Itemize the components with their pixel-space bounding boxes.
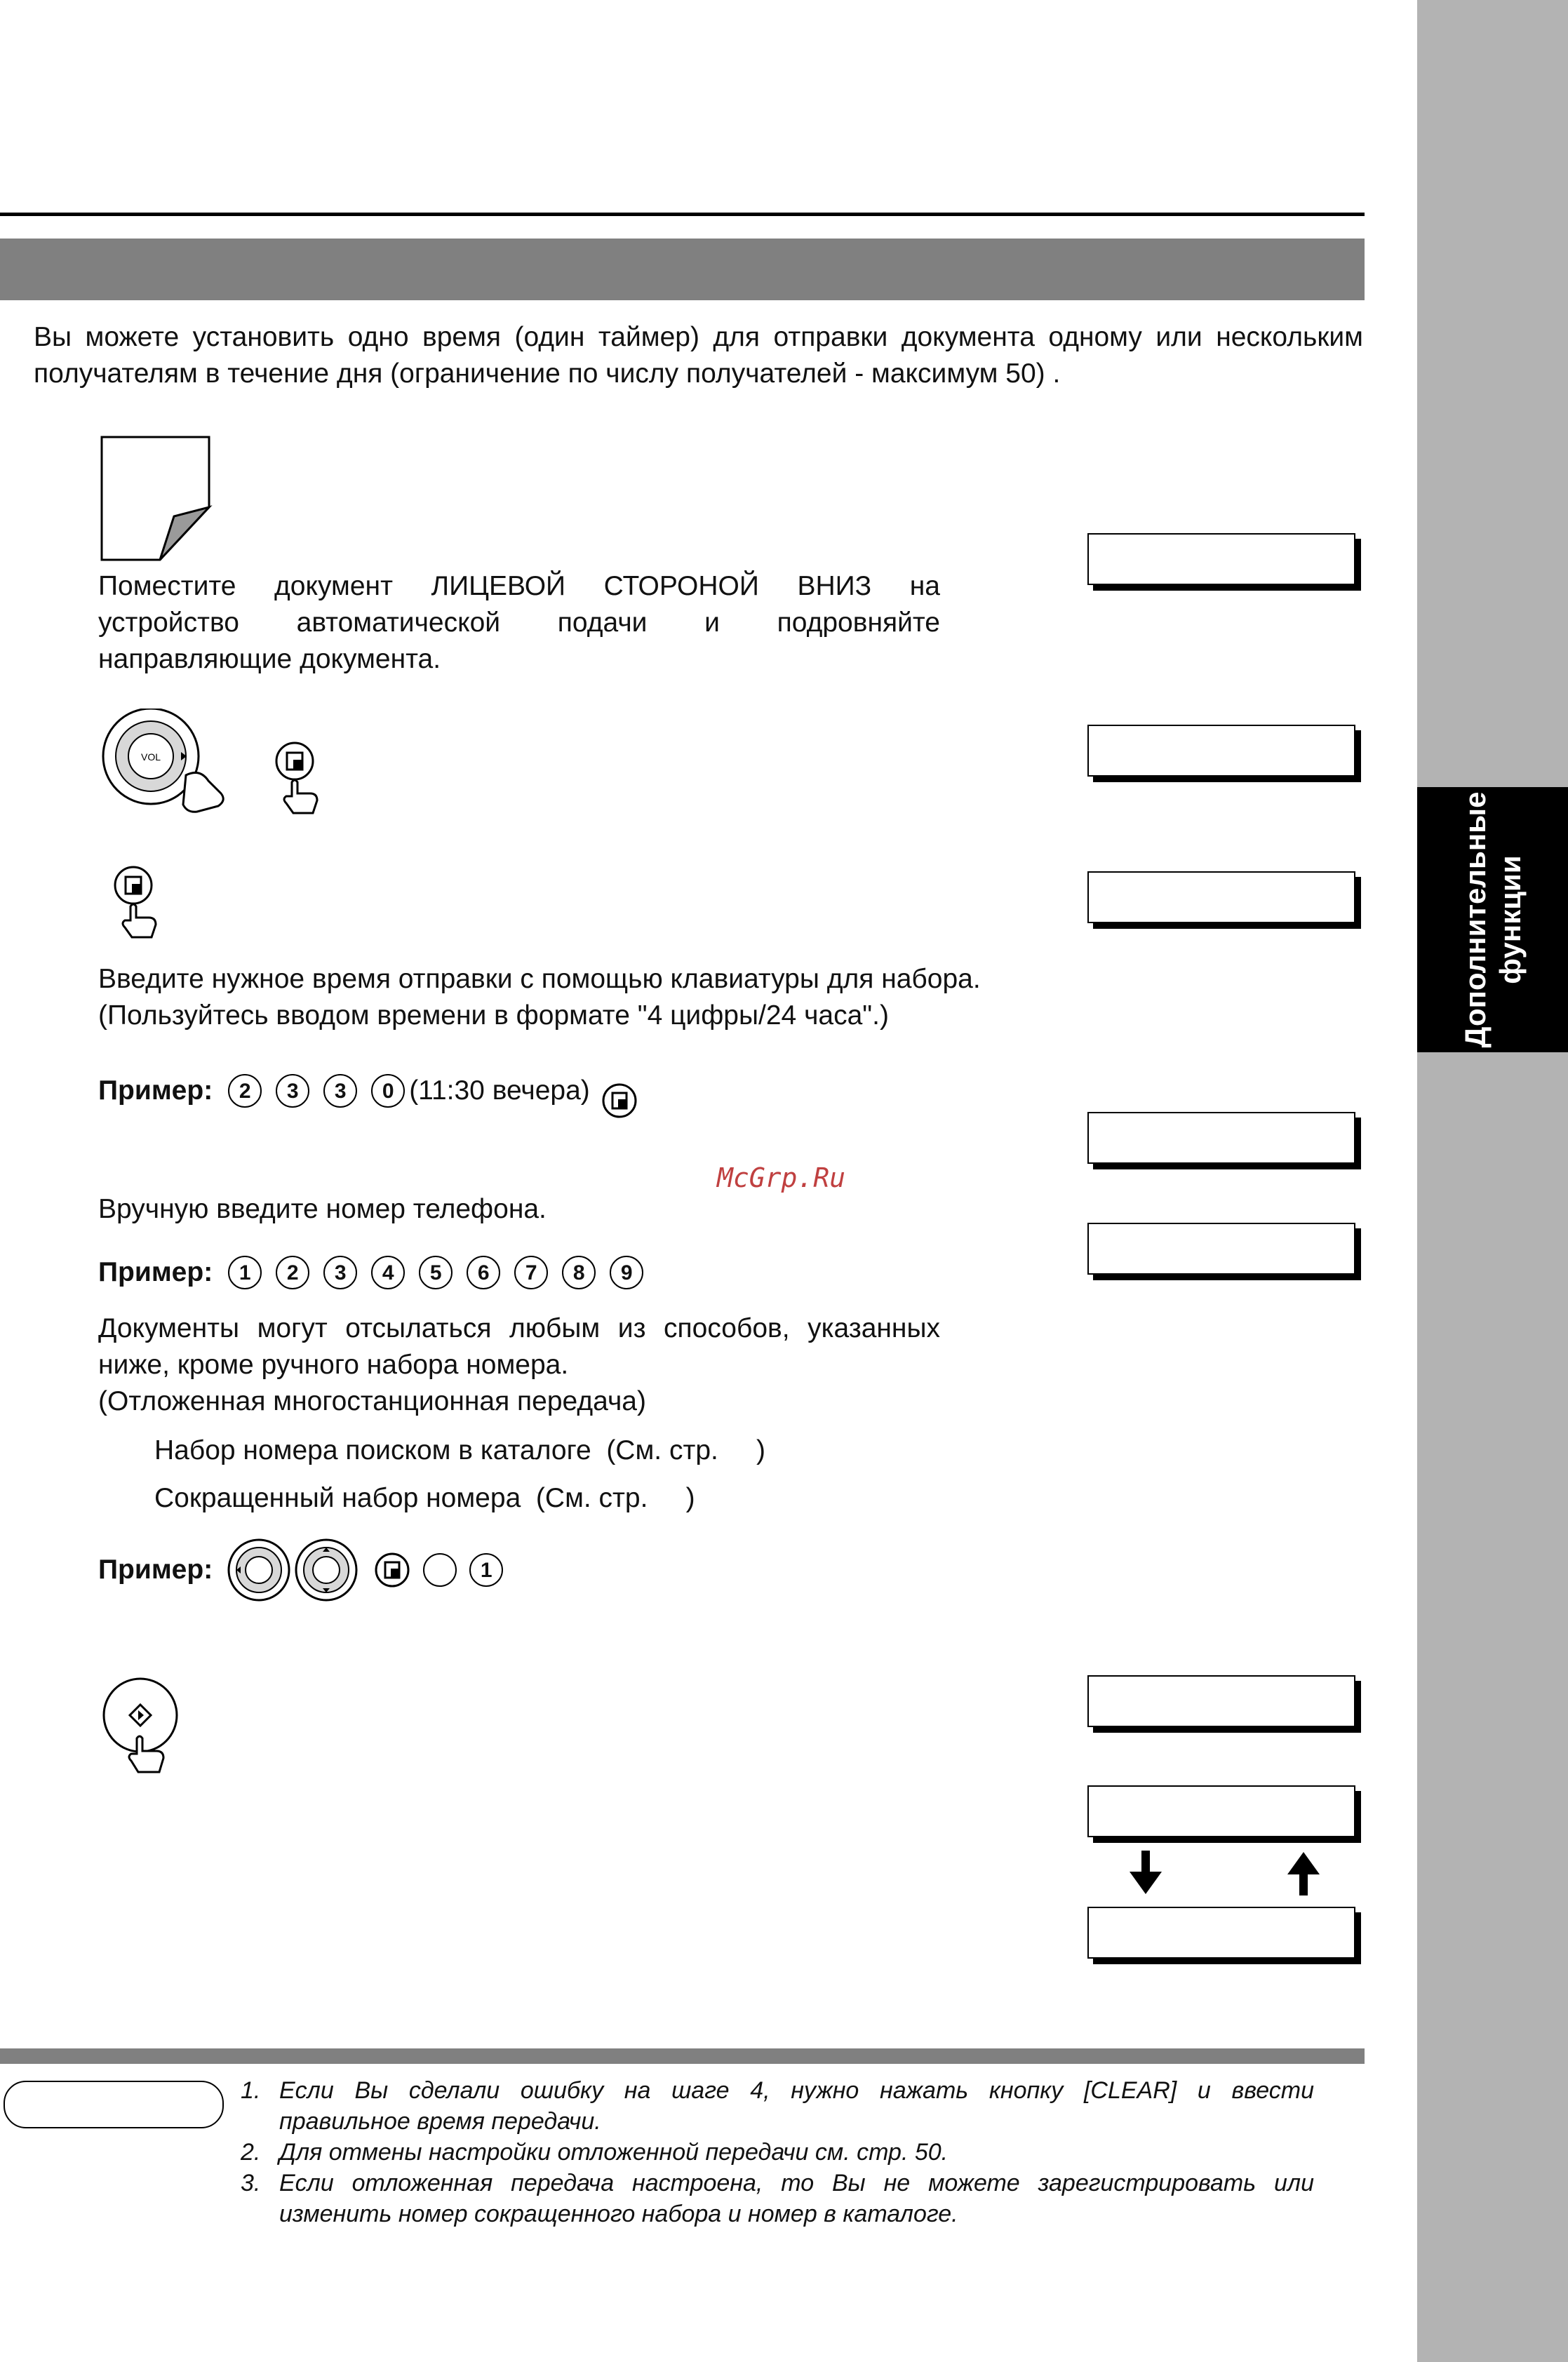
notes-list	[241, 2075, 1314, 2229]
digit-key: 7	[514, 1256, 548, 1289]
note-item: 2. Для отмены настройки отложенной передачи см. стр. 50.	[241, 2139, 949, 2166]
right-sidebar	[1417, 0, 1568, 2362]
digit-key: 6	[467, 1256, 500, 1289]
header-bar	[0, 239, 1365, 300]
step4-text: Введите нужное время отправки с помощью клавиатуры для набора. (Пользуйтесь вводом времени в формате "4 цифры/24 часа".)	[98, 964, 981, 1031]
digit-key: 9	[610, 1256, 643, 1289]
methods-text: Документы могут отсылаться любым из способов, указанных ниже, кроме ручного набора номера. (Отложенная многостанционная передача)	[98, 1313, 940, 1416]
methods-example: Пример: 1	[98, 1538, 503, 1602]
method-item-abbreviated: Сокращенный набор номера (См. стр. )	[154, 1483, 695, 1513]
set-key-icon	[111, 864, 160, 941]
digit-key: 1	[469, 1553, 503, 1587]
digit-key: 1	[228, 1256, 262, 1289]
set-key-icon	[601, 1082, 638, 1119]
time-keys	[228, 1074, 405, 1108]
note-item: 1. Если Вы сделали ошибку на шаге 4, нужно нажать кнопку [CLEAR] и ввести правильное время передачи.	[241, 2077, 1314, 2135]
digit-key: 0	[371, 1074, 405, 1108]
step5-text: Вручную введите номер телефона.	[98, 1194, 547, 1224]
lcd-display	[1087, 1785, 1355, 1837]
phone-keys	[228, 1256, 643, 1289]
intro-text: Вы можете установить одно время (один таймер) для отправки документа одному или нескольким получателям в течение дня (ограничение по числу получателей - максимум 50) .	[34, 322, 1363, 389]
digit-key: 2	[228, 1074, 262, 1108]
lcd-display	[1087, 725, 1355, 777]
watermark: McGrp.Ru	[717, 1162, 846, 1193]
start-key-icon	[102, 1677, 186, 1782]
digit-key: 2	[276, 1256, 309, 1289]
top-rule	[0, 213, 1365, 216]
arrow-down-icon	[1128, 1851, 1163, 1895]
digit-key: 4	[371, 1256, 405, 1289]
digit-key: 3	[276, 1074, 309, 1108]
digit-key: 3	[323, 1256, 357, 1289]
svg-text:VOL: VOL	[140, 751, 161, 763]
set-key-icon	[272, 740, 321, 817]
document-icon	[98, 434, 214, 563]
step5-example: Пример: 1 2 3 4 5 6 7 8 9	[98, 1254, 643, 1291]
step4-example: Пример: 2 3 3 0 (11:30 вечера)	[98, 1063, 638, 1119]
note-label-box	[4, 2081, 224, 2128]
digit-key: 5	[419, 1256, 453, 1289]
set-key-icon	[374, 1552, 410, 1588]
step1-text: Поместите документ ЛИЦЕВОЙ СТОРОНОЙ ВНИЗ на устройство автоматической подачи и подровняйте направляющие документа.	[98, 571, 940, 674]
lcd-display	[1087, 1675, 1355, 1727]
note-item: 3. Если отложенная передача настроена, то Вы не можете зарегистрировать или изменить номер сокращенного набора и номер в каталоге.	[241, 2170, 1314, 2227]
digit-key: 3	[323, 1074, 357, 1108]
lcd-display	[1087, 871, 1355, 923]
arrow-up-icon	[1286, 1851, 1321, 1895]
lcd-display	[1087, 1907, 1355, 1959]
section-tab-label: Дополнительные функции	[1458, 791, 1527, 1048]
joystick-updown-icon	[294, 1538, 359, 1602]
joystick-left-icon	[227, 1538, 291, 1602]
section-tab	[1417, 787, 1568, 1052]
joystick-right-icon	[98, 709, 232, 814]
digit-key: 8	[562, 1256, 596, 1289]
lcd-display	[1087, 1112, 1355, 1164]
method-item-directory: Набор номера поиском в каталоге (См. стр. )	[154, 1435, 766, 1465]
lcd-display	[1087, 533, 1355, 585]
lcd-display	[1087, 1223, 1355, 1275]
footer-bar	[0, 2048, 1365, 2064]
blank-key	[423, 1553, 457, 1587]
